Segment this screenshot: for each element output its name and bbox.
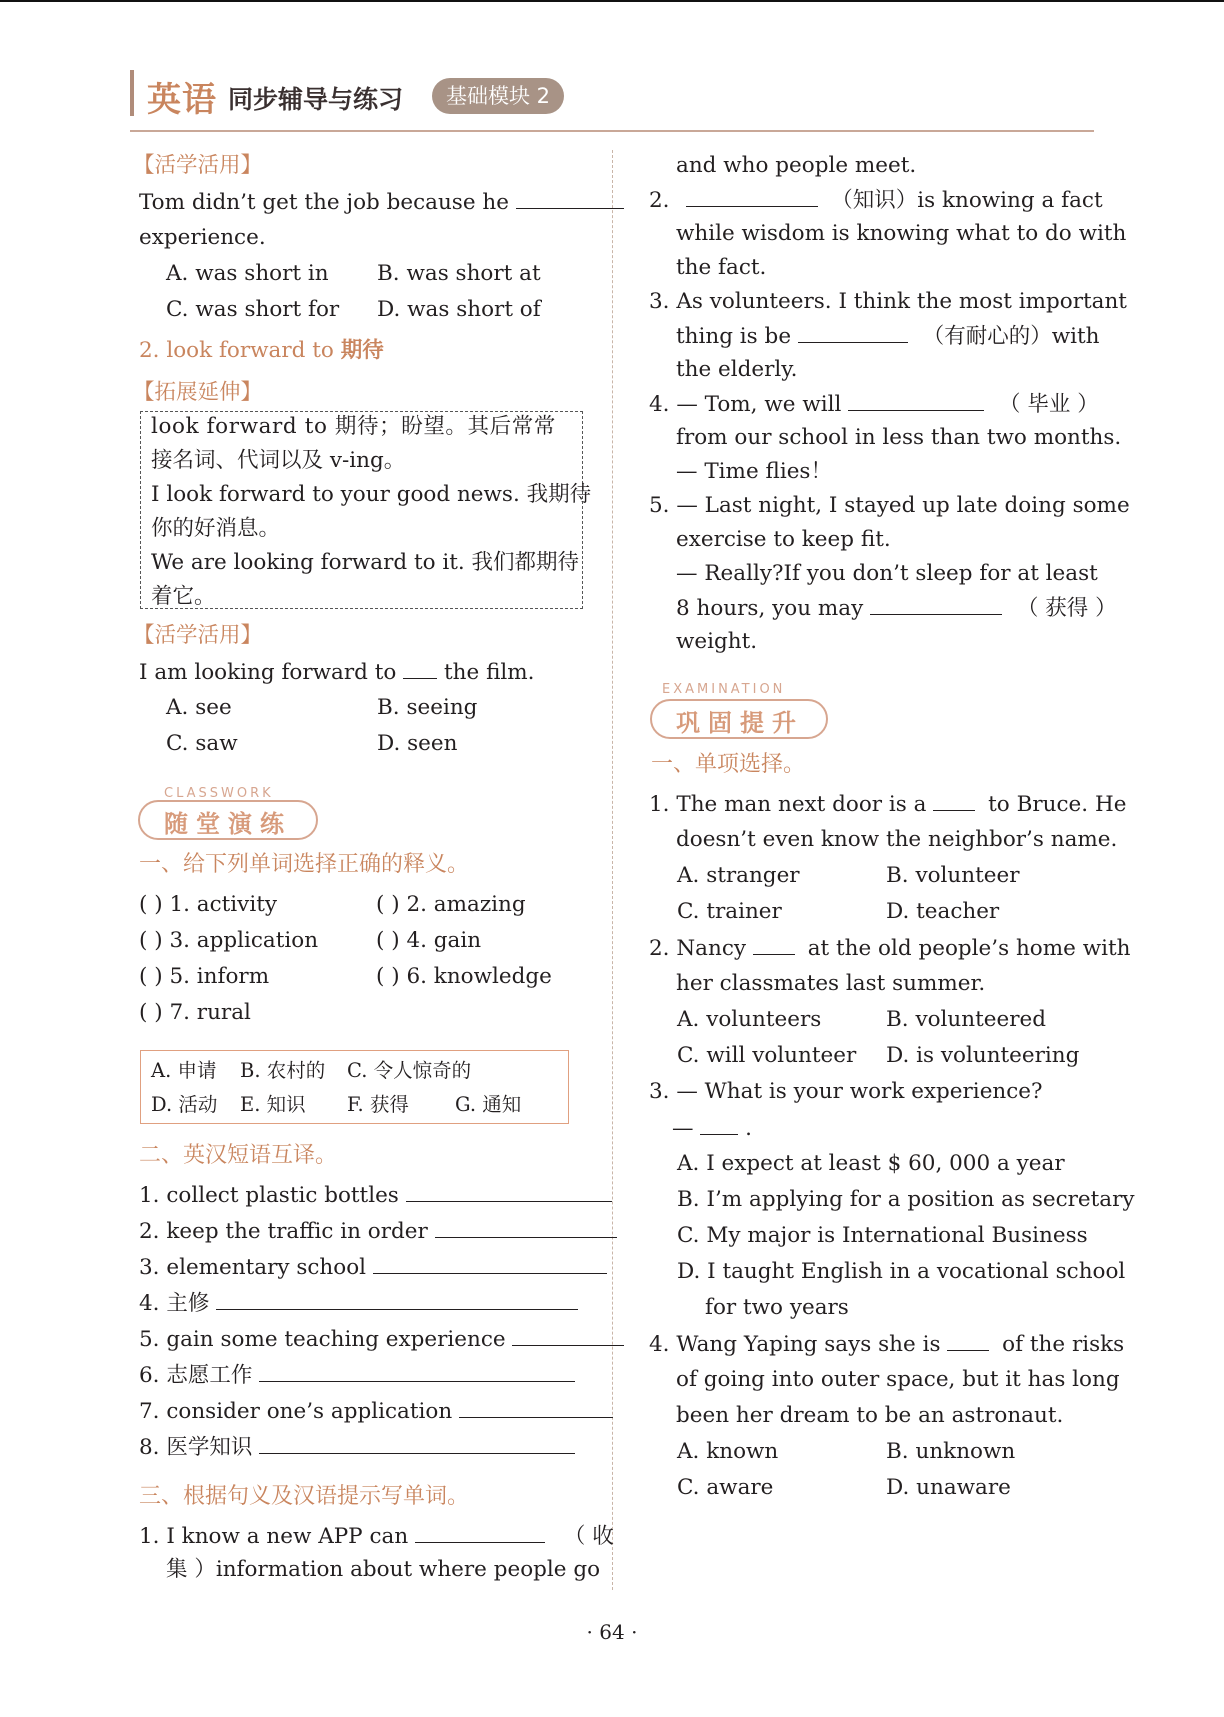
def-d: D. 活动 (151, 1093, 218, 1116)
e-q1-line-1: 1. The man next door is a to Bruce. He (649, 792, 1127, 817)
ext-line-2: 接名词、代词以及 v-ing。 (151, 448, 406, 473)
q1-option-b: B. was short at (377, 261, 541, 286)
s2-item-3: 3. elementary school (139, 1253, 607, 1282)
e-q1-line-2: doesn’t even know the neighbor’s name. (676, 827, 1118, 852)
r-q5-line-2: exercise to keep fit. (676, 527, 891, 552)
s1-item-3: ( ) 3. application (139, 928, 319, 953)
ext-line-6: 着它。 (151, 584, 216, 609)
e-q4-option-a: A. known (677, 1439, 779, 1464)
s1-item-5: ( ) 5. inform (139, 964, 270, 989)
q2-line: I am looking forward to the film. (139, 660, 535, 685)
page-number: · 64 · (586, 1620, 638, 1644)
e-q2-option-d: D. is volunteering (886, 1043, 1080, 1068)
e-q3-option-c: C. My major is International Business (677, 1223, 1088, 1248)
r-q3-line-1: 3. As volunteers. I think the most important (649, 289, 1127, 314)
top-border (0, 0, 1224, 2)
e-q2-option-a: A. volunteers (677, 1007, 822, 1032)
ext-line-4: 你的好消息。 (151, 516, 281, 541)
s2-item-7: 7. consider one’s application (139, 1397, 613, 1426)
exam-section-1-title: 一、单项选择。 (651, 752, 806, 777)
r-q2-line-1: 2. （知识）is knowing a fact (649, 188, 1103, 213)
def-e: E. 知识 (240, 1093, 306, 1116)
s1-item-1: ( ) 1. activity (139, 892, 277, 917)
column-divider (612, 150, 613, 1590)
r-q5-line-4: 8 hours, you may （ 获得 ） (676, 596, 1117, 621)
r-q4-line-1: 4. — Tom, we will （ 毕业 ） (649, 392, 1099, 417)
section-1-title: 一、给下列单词选择正确的释义。 (139, 852, 470, 877)
q2-option-c: C. saw (166, 731, 238, 756)
e-q4-line-2: of going into outer space, but it has long (676, 1367, 1120, 1392)
q2-option-d: D. seen (377, 731, 458, 756)
header-subject: 英语 (147, 80, 217, 120)
r-line-0: and who people meet. (676, 153, 917, 178)
e-q3-option-d-cont: for two years (705, 1295, 849, 1320)
ext-line-3: I look forward to your good news. 我期待 (151, 482, 592, 507)
s1-item-6: ( ) 6. knowledge (376, 964, 552, 989)
def-a: A. 申请 (151, 1059, 217, 1082)
e-q1-option-a: A. stranger (677, 863, 800, 888)
e-q4-line-3: been her dream to be an astronaut. (676, 1403, 1064, 1428)
point-2-heading: 2. look forward to 期待 (139, 338, 384, 363)
s3-q1-line-2: 集 ）information about where people go (166, 1557, 601, 1582)
header-accent-bar (130, 70, 134, 116)
q2-option-a: A. see (166, 695, 232, 720)
extension-tag: 【拓展延伸】 (133, 380, 263, 405)
s2-item-5: 5. gain some teaching experience (139, 1325, 624, 1354)
header-title: 同步辅导与练习 (228, 85, 404, 114)
r-q3-line-3: the elderly. (676, 357, 798, 382)
r-q4-line-3: — Time flies！ (676, 459, 832, 484)
r-q5-line-1: 5. — Last night, I stayed up late doing some (649, 493, 1130, 518)
e-q2-option-c: C. will volunteer (677, 1043, 857, 1068)
header-badge: 基础模块 2 (432, 78, 564, 114)
ext-line-5: We are looking forward to it. 我们都期待 (151, 550, 580, 575)
classwork-caption: CLASSWORK (164, 786, 274, 801)
apply-tag-1: 【活学活用】 (133, 153, 263, 178)
r-q2-line-3: the fact. (676, 255, 767, 280)
e-q2-line-1: 2. Nancy at the old people’s home with (649, 936, 1131, 961)
s1-item-4: ( ) 4. gain (376, 928, 482, 953)
e-q4-option-c: C. aware (677, 1475, 774, 1500)
r-q3-line-2: thing is be （有耐心的）with (676, 324, 1100, 349)
q1-option-c: C. was short for (166, 297, 340, 322)
apply-tag-2: 【活学活用】 (133, 623, 263, 648)
e-q3-option-b: B. I’m applying for a position as secretary (677, 1187, 1135, 1212)
s2-item-2: 2. keep the traffic in order (139, 1217, 617, 1246)
q1-option-a: A. was short in (166, 261, 329, 286)
e-q3-option-d: D. I taught English in a vocational school (677, 1259, 1126, 1284)
header-rule (130, 130, 1094, 132)
q2-option-b: B. seeing (377, 695, 478, 720)
r-q5-line-5: weight. (676, 629, 758, 654)
r-q5-line-3: — Really?If you don’t sleep for at least (676, 561, 1098, 586)
e-q2-option-b: B. volunteered (886, 1007, 1046, 1032)
def-c: C. 令人惊奇的 (347, 1059, 472, 1082)
r-q4-line-2: from our school in less than two months. (676, 425, 1122, 450)
s2-item-1: 1. collect plastic bottles (139, 1181, 612, 1210)
e-q1-option-d: D. teacher (886, 899, 1000, 924)
e-q3-line-1: 3. — What is your work experience? (649, 1079, 1043, 1104)
e-q4-line-1: 4. Wang Yaping says she is of the risks (649, 1332, 1125, 1357)
examination-label: 巩固提升 (676, 709, 804, 737)
e-q4-option-b: B. unknown (886, 1439, 1016, 1464)
q1-line-2: experience. (139, 225, 266, 250)
e-q1-option-c: C. trainer (677, 899, 782, 924)
s2-item-6: 6. 志愿工作 (139, 1361, 575, 1390)
classwork-label: 随堂演练 (164, 810, 292, 838)
s1-item-2: ( ) 2. amazing (376, 892, 526, 917)
def-g: G. 通知 (455, 1093, 522, 1116)
q1-option-d: D. was short of (377, 297, 541, 322)
def-f: F. 获得 (347, 1093, 409, 1116)
e-q1-option-b: B. volunteer (886, 863, 1020, 888)
e-q3-option-a: A. I expect at least $ 60, 000 a year (677, 1151, 1065, 1176)
ext-line-1: look forward to 期待；盼望。其后常常 (151, 414, 556, 439)
section-3-title: 三、根据句义及汉语提示写单词。 (139, 1484, 470, 1509)
s3-q1-line-1: 1. I know a new APP can （ 收 (139, 1524, 614, 1549)
s2-item-4: 4. 主修 (139, 1289, 578, 1318)
e-q2-line-2: her classmates last summer. (676, 971, 986, 996)
s2-item-8: 8. 医学知识 (139, 1433, 575, 1462)
def-b: B. 农村的 (240, 1059, 326, 1082)
e-q3-line-2: — . (672, 1116, 753, 1141)
examination-caption: EXAMINATION (662, 682, 786, 697)
e-q4-option-d: D. unaware (886, 1475, 1011, 1500)
s1-item-7: ( ) 7. rural (139, 1000, 251, 1025)
r-q2-line-2: while wisdom is knowing what to do with (676, 221, 1127, 246)
section-2-title: 二、英汉短语互译。 (139, 1143, 338, 1168)
q1-line: Tom didn’t get the job because he (139, 188, 624, 217)
